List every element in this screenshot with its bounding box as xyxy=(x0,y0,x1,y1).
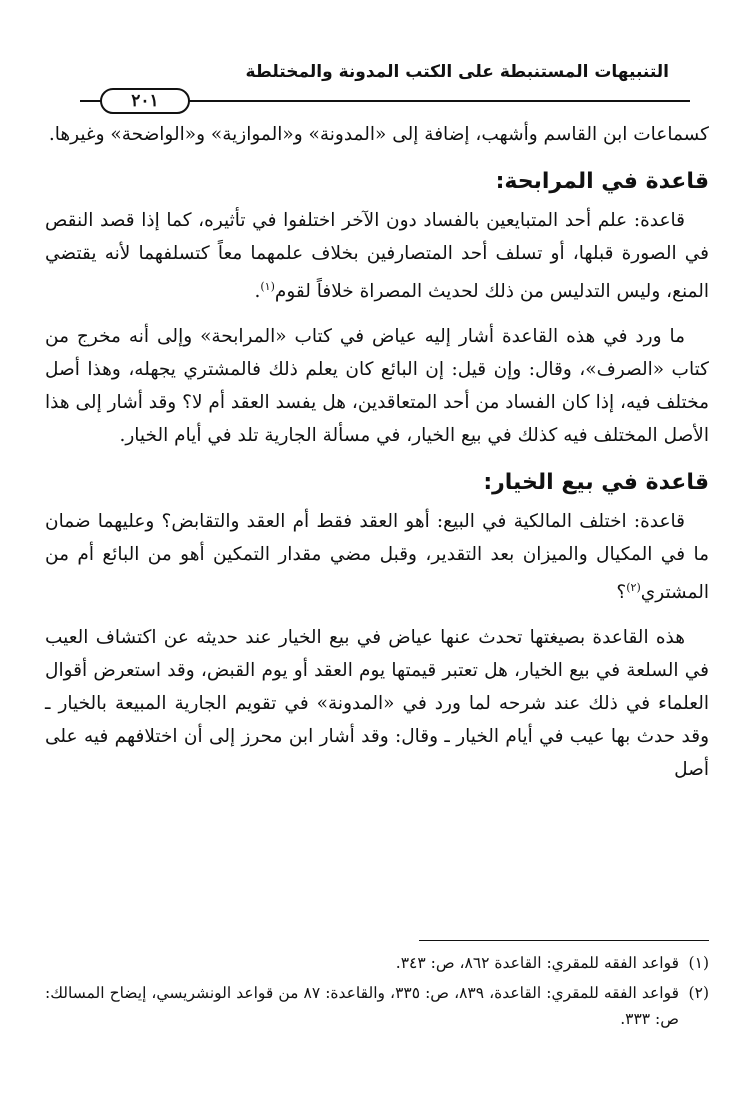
section-heading-murabaha: قاعدة في المرابحة: xyxy=(495,169,709,194)
footnote-2 xyxy=(45,980,709,1032)
footnote-separator xyxy=(419,940,709,941)
paragraph-text: قاعدة: علم أحد المتبايعين بالفساد دون الآخر اختلفوا في تأثيره، كما إذا قصد النقص في الصورة قبلها، أو تسلف أحد المتصارفين بخلاف علمهما معاً كتسلفهما لأنه يقتضي المنع، وليس التدليس من ذلك لحديث المصراة خلافاً لقوم xyxy=(45,210,709,303)
footnote-ref-2[interactable]: (٢) xyxy=(626,581,641,595)
footnote-text: قواعد الفقه للمقري: القاعدة، ٨٣٩، ص: ٣٣٥، والقاعدة: ٨٧ من قواعد الونشريسي، إيضاح المسالك: ص: ٣٣٣. xyxy=(45,984,680,1028)
footnotes xyxy=(45,950,709,1036)
paragraph-ayyad-murabaha: ما ورد في هذه القاعدة أشار إليه عياض في كتاب «المرابحة» وإلى أنه مخرج من كتاب «الصرف»، وقال: وإن قيل: إن البائع كان يعلم ذلك فالمشتري يجهله، وهذا أصل مختلف فيه، إذا كان الفساد من أحد المتعاقدين، هل يفسد العقد أم لا؟ وقد أشار إلى هذا الأصل المختلف فيه كذلك في بيع الخيار، في مسألة الجارية تلد في أيام الخيار. xyxy=(45,326,709,447)
footnote-number: (٢) xyxy=(688,984,709,1002)
paragraph-ayyad-khiyar: هذه القاعدة بصيغتها تحدث عنها عياض في بيع الخيار عند حديثه عن اكتشاف العيب في السلعة في بيع الخيار، هل تعتبر قيمتها يوم العقد أو يوم القبض، وقد استعرض أقوال العلماء في ذلك عند شرحه لما ورد في «المدونة» في تقويم الجارية المبيعة بالخيار ـ وقد حدث بها عيب في أيام الخيار ـ وقال: وقد أشار ابن محرز إلى أن اختلافهم فيه على أصل xyxy=(45,627,709,781)
paragraph-rule-murabaha xyxy=(45,204,709,308)
paragraph-end: . xyxy=(254,281,261,303)
running-header-title: التنبيهات المستنبطة على الكتب المدونة والمختلطة xyxy=(245,62,669,82)
paragraph-end: ؟ xyxy=(616,582,627,604)
paragraph-rule-khiyar xyxy=(45,505,709,609)
footnote-ref-1[interactable]: (١) xyxy=(260,280,275,293)
footnote-number: (١) xyxy=(688,954,709,972)
section-heading-khiyar: قاعدة في بيع الخيار: xyxy=(483,470,709,496)
footnote-text: قواعد الفقه للمقري: القاعدة ٨٦٢، ص: ٣٤٣. xyxy=(395,954,679,972)
page-number: ٢٠١ xyxy=(100,88,190,114)
paragraph-text: قاعدة: اختلف المالكية في البيع: أهو العقد فقط أم العقد والتقابض؟ وعليهما ضمان ما في المكيال والميزان بعد التقدير، وقبل مضي مقدار التمكين أهو من البائع أم من المشتري xyxy=(45,511,709,604)
body-text xyxy=(45,118,709,798)
footnote-1 xyxy=(45,950,709,976)
intro-paragraph: كسماعات ابن القاسم وأشهب، إضافة إلى «المدونة» و«الموازية» و«الواضحة» وغيرها. xyxy=(48,124,709,145)
